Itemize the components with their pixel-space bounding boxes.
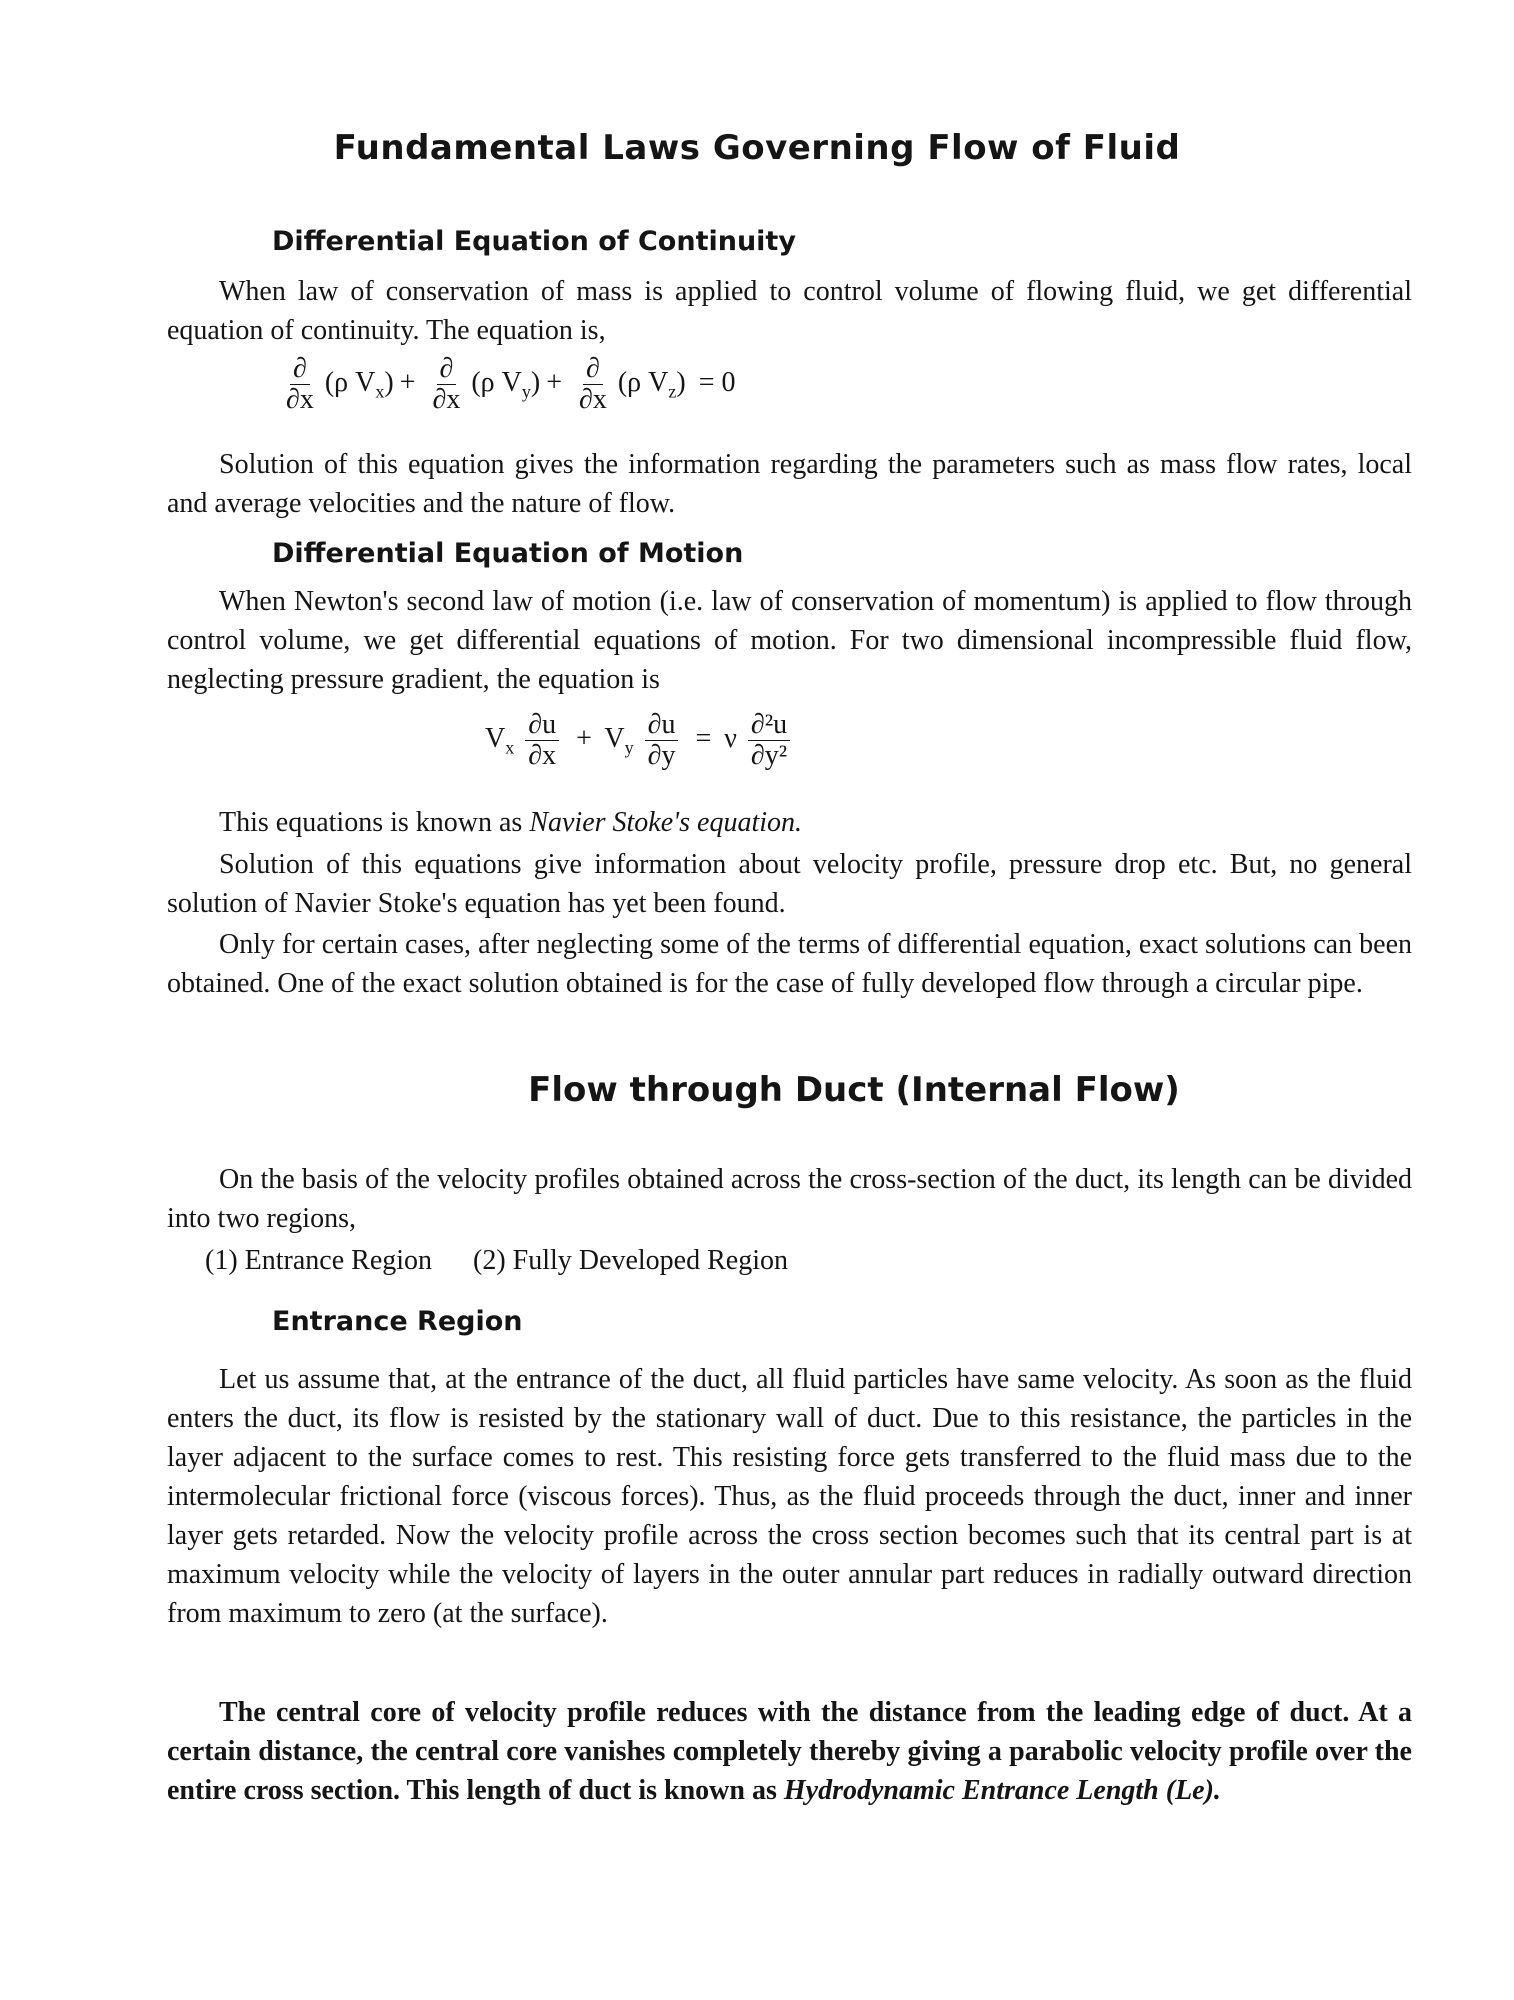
region-2: (2) Fully Developed Region xyxy=(473,1245,788,1276)
continuity-solution: Solution of this equation gives the information regarding the parameters such as mass flow rates, local and average velocities and the nature of flow. xyxy=(167,449,1412,519)
navier-stokes-note: This equations is known as Navier Stoke's equation. xyxy=(219,807,803,838)
motion-paragraph-3: Only for certain cases, after neglecting some of the terms of differential equation, exact solutions can been obtained. One of the exact solution obtained is for the case of fully developed flow through a circular pipe. xyxy=(167,929,1412,999)
navier-stokes-equation: $V_x$ $\frac{\partial u}{\partial x}$ + $V_y$ $\frac{\partial u}{\partial y}$ = ν $\frac{\text{∂²u}}{\text{∂y²}}$ xyxy=(485,710,794,771)
duct-intro: On the basis of the velocity profiles obtained across the cross-section of the duct, its length can be divided into two regions, xyxy=(167,1164,1412,1234)
section-heading-continuity: Differential Equation of Continuity xyxy=(272,226,796,257)
motion-intro: When Newton's second law of motion (i.e. law of conservation of momentum) is applied to flow through control volume, we get differential equations of motion. For two dimensional incompressible fluid flow, neglecting pressure gradient, the equation is xyxy=(167,586,1412,695)
continuity-intro: When law of conservation of mass is applied to control volume of flowing fluid, we get differential equation of continuity. The equation is, xyxy=(167,276,1412,346)
entrance-paragraph-1: Let us assume that, at the entrance of the duct, all fluid particles have same velocity. As soon as the fluid enters the duct, its flow is resisted by the stationary wall of duct. Due to this resistance, the particles in the layer adjacent to the surface comes to rest. This resisting force gets transferred to the fluid mass due to the intermolecular frictional force (viscous forces). Thus, as the fluid proceeds through the duct, inner and inner layer gets retarded. Now the velocity profile across the cross section becomes such that its central part is at maximum velocity while the velocity of layers in the outer annular part reduces in radially outward direction from maximum to zero (at the surface). xyxy=(167,1364,1412,1629)
continuity-equation: $\frac{\partial}{\partial x}$ (ρ $V_x$) + $\frac{\partial}{\partial x}$ (ρ $V_y$) + $\frac{\partial}{\partial x}$ (ρ $V_z) = 0$ xyxy=(286,353,736,415)
regions-list xyxy=(205,1245,822,1277)
section-heading-motion: Differential Equation of Motion xyxy=(272,538,744,569)
entrance-length-term: Hydrodynamic Entrance Length (Le). xyxy=(783,1775,1221,1806)
entrance-paragraph-2: The central core of velocity profile reduces with the distance from the leading edge of duct. At a certain distance, the central core vanishes completely thereby giving a parabolic velocity profile over the entire cross section. This length of duct is known as Hydrodynamic Entrance Length (Le). xyxy=(167,1697,1412,1806)
motion-paragraph-2: Solution of this equations give information about velocity profile, pressure drop etc. But, no general solution of Navier Stoke's equation has yet been found. xyxy=(167,849,1412,919)
duct-heading: Flow through Duct (Internal Flow) xyxy=(528,1070,1180,1110)
region-1: (1) Entrance Region xyxy=(205,1245,433,1276)
page-title: Fundamental Laws Governing Flow of Fluid xyxy=(333,128,1181,168)
section-heading-entrance: Entrance Region xyxy=(272,1306,523,1337)
